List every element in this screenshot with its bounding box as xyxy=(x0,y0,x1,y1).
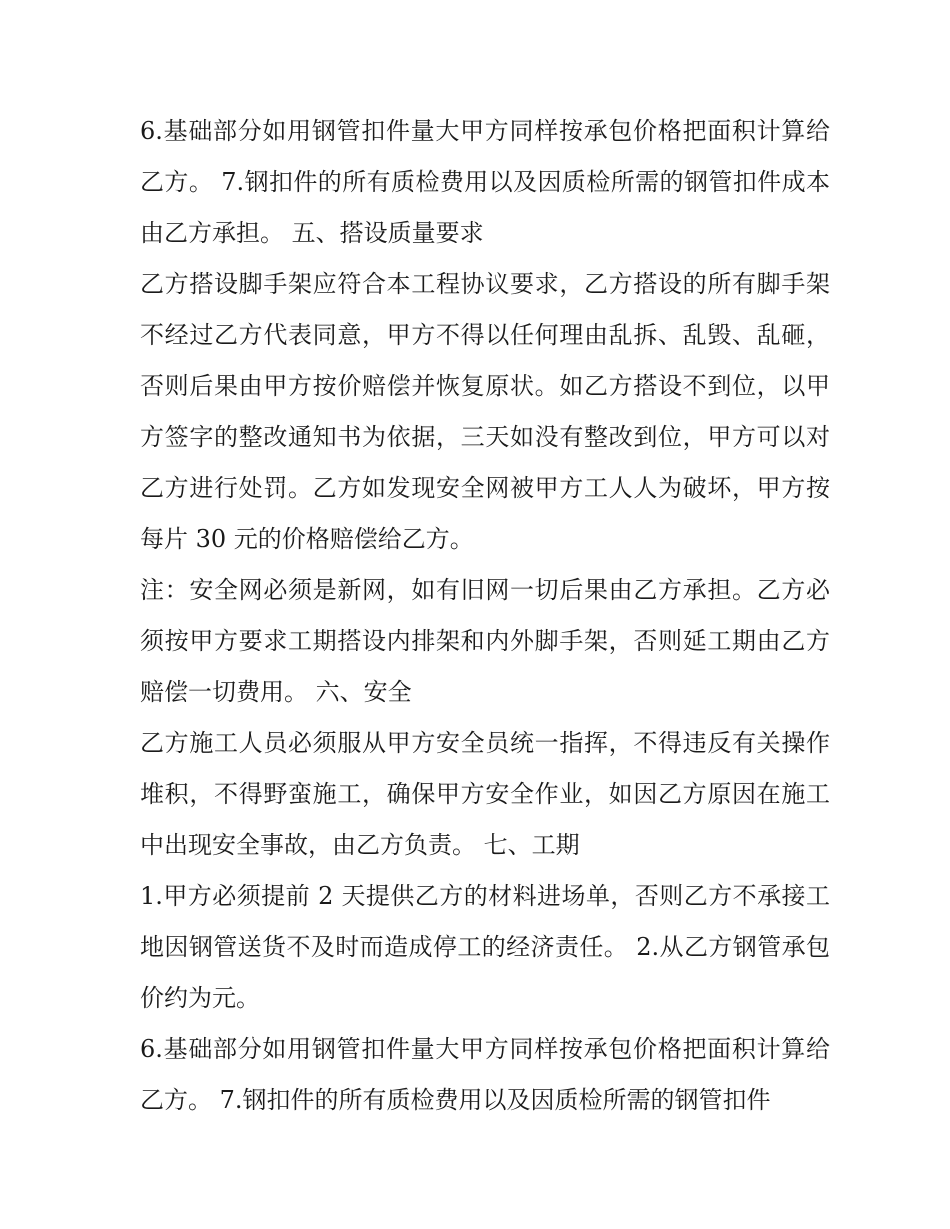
paragraph-section-5-intro: 6.基础部分如用钢管扣件量大甲方同样按承包价格把面积计算给乙方。 7.钢扣件的所有质检费用以及因质检所需的钢管扣件成本由乙方承担。 五、搭设质量要求 xyxy=(140,117,830,247)
paragraph-schedule: 1.甲方必须提前 2 天提供乙方的材料进场单，否则乙方不承接工地因钢管送货不及时而造成停工的经济责任。 2.从乙方钢管承包价约为元。 xyxy=(140,882,830,1012)
document-body xyxy=(140,106,830,1126)
paragraph-scaffold-quality: 乙方搭设脚手架应符合本工程协议要求，乙方搭设的所有脚手架不经过乙方代表同意，甲方不得以任何理由乱拆、乱毁、乱砸，否则后果由甲方按价赔偿并恢复原状。如乙方搭设不到位，以甲方签字的整改通知书为依据，三天如没有整改到位，甲方可以对乙方进行处罚。乙方如发现安全网被甲方工人人为破坏，甲方按每片 30 元的价格赔偿给乙方。 xyxy=(140,270,830,553)
paragraph-repeated-foundation: 6.基础部分如用钢管扣件量大甲方同样按承包价格把面积计算给乙方。 7.钢扣件的所有质检费用以及因质检所需的钢管扣件 xyxy=(140,1035,830,1114)
paragraph-safety-net-note: 注：安全网必须是新网，如有旧网一切后果由乙方承担。乙方必须按甲方要求工期搭设内排架和内外脚手架，否则延工期由乙方赔偿一切费用。 六、安全 xyxy=(140,576,830,706)
paragraph-safety: 乙方施工人员必须服从甲方安全员统一指挥，不得违反有关操作堆积，不得野蛮施工，确保甲方安全作业，如因乙方原因在施工中出现安全事故，由乙方负责。 七、工期 xyxy=(140,729,830,859)
